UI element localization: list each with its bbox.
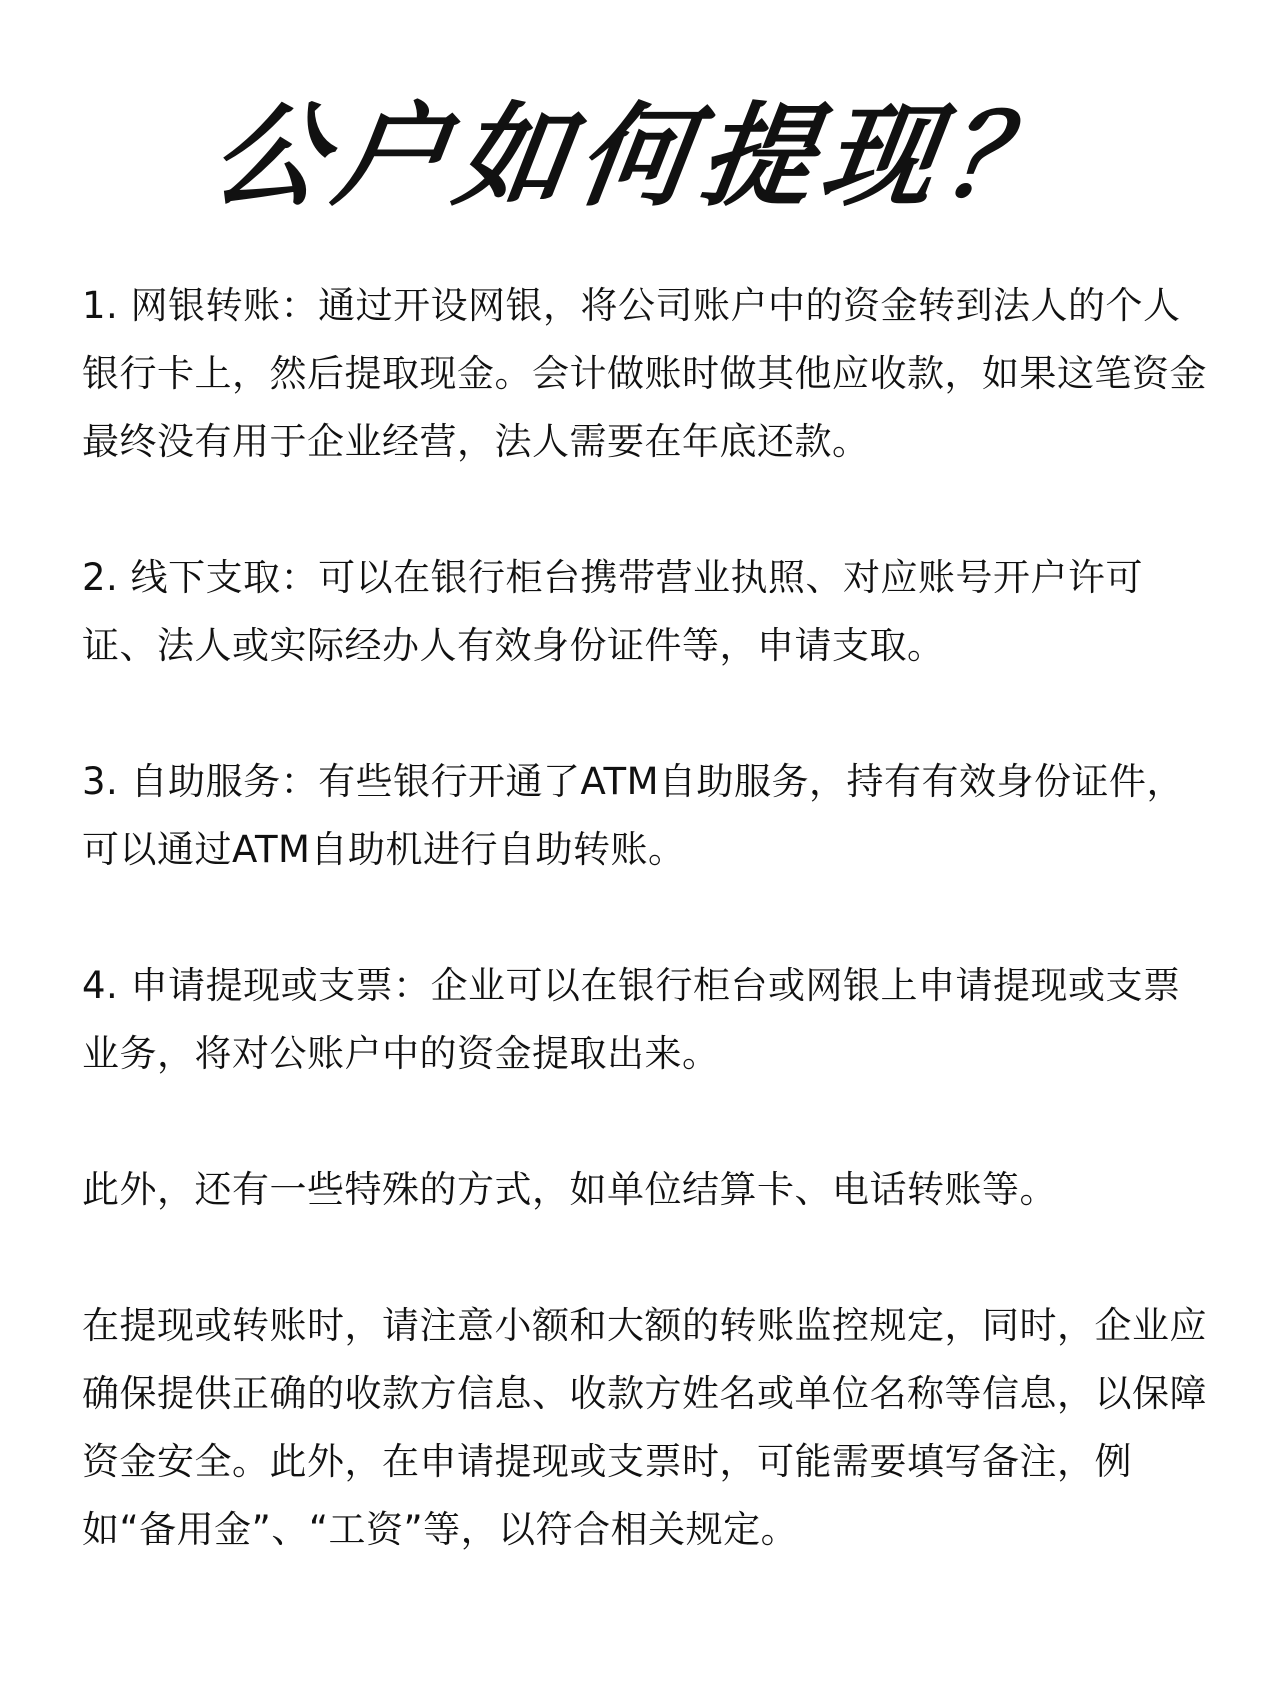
paragraph-special-methods: 此外，还有一些特殊的方式，如单位结算卡、电话转账等。: [82, 1168, 1057, 1211]
paragraph-online-banking: 1. 网银转账：通过开设网银，将公司账户中的资金转到法人的个人银行卡上，然后提取现金。会计做账时做其他应收款，如果这笔资金最终没有用于企业经营，法人需要在年底还款。: [82, 284, 1207, 463]
page-title: 公户如何提现？: [203, 92, 1077, 222]
paragraph-notes: 在提现或转账时，请注意小额和大额的转账监控规定，同时，企业应确保提供正确的收款方信息、收款方姓名或单位名称等信息，以保障资金安全。此外，在申请提现或支票时，可能需要填写备注，例如“备用金”、“工资”等，以符合相关规定。: [82, 1304, 1207, 1551]
paragraph-self-service: 3. 自助服务：有些银行开通了ATM自助服务，持有有效身份证件，可以通过ATM自助机进行自助转账。: [82, 760, 1185, 871]
article-body: [82, 272, 1212, 1564]
paragraph-cheque-application: 4. 申请提现或支票：企业可以在银行柜台或网银上申请提现或支票业务，将对公账户中的资金提取出来。: [82, 964, 1181, 1075]
paragraph-offline-withdrawal: 2. 线下支取：可以在银行柜台携带营业执照、对应账号开户许可证、法人或实际经办人有效身份证件等，申请支取。: [82, 556, 1144, 667]
